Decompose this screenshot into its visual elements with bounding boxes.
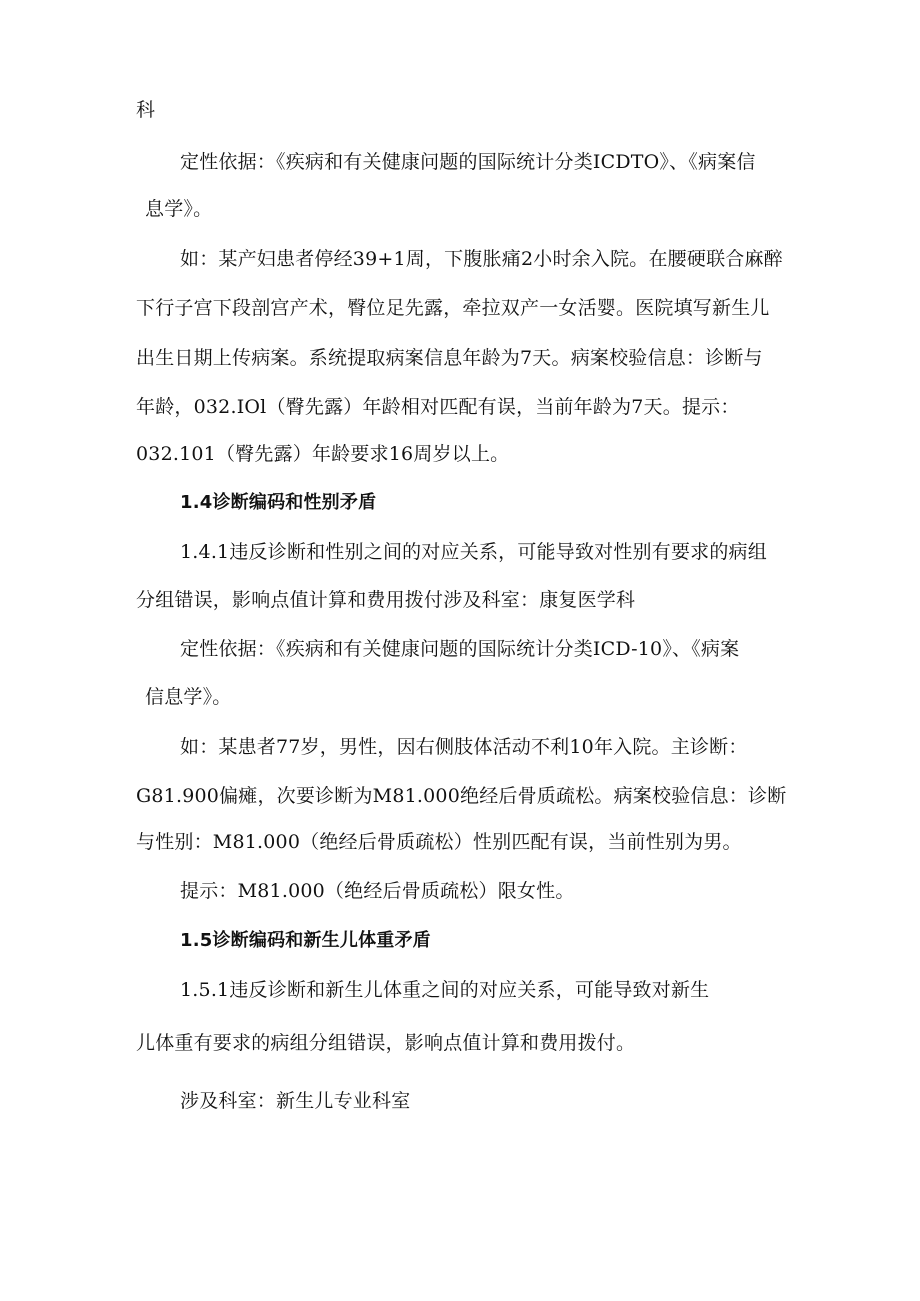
text-line: 定性依据：《疾病和有关健康问题的国际统计分类ICDTO》、《病案信 — [180, 151, 756, 173]
text-line: 息学》。 — [145, 198, 213, 220]
text-line: 涉及科室：新生儿专业科室 — [180, 1090, 411, 1112]
text-line: 1.4.1违反诊断和性别之间的对应关系，可能导致对性别有要求的病组 — [180, 541, 767, 563]
text-line: 定性依据：《疾病和有关健康问题的国际统计分类ICD-10》、《病案 — [180, 638, 740, 660]
text-line: 下行子宫下段剖宫产术，臀位足先露，牵拉双产一女活婴。医院填写新生儿 — [136, 297, 770, 319]
text-line: 1.5.1违反诊断和新生儿体重之间的对应关系，可能导致对新生 — [180, 979, 710, 1001]
text-line: 儿体重有要求的病组分组错误，影响点值计算和费用拨付。 — [136, 1032, 636, 1054]
text-line: 032.101（臀先露）年龄要求16周岁以上。 — [136, 443, 510, 465]
section-heading: 1.5诊断编码和新生儿体重矛盾 — [180, 930, 431, 951]
text-line: 年龄，032.IOl（臀先露）年龄相对匹配有误，当前年龄为7天。提示： — [136, 396, 740, 418]
text-line: 如：某患者77岁，男性，因右侧肢体活动不利10年入院。主诊断： — [180, 736, 748, 758]
text-line: 科 — [136, 99, 156, 121]
text-line: 提示：M81.000（绝经后骨质疏松）限女性。 — [180, 880, 575, 902]
section-heading: 1.4诊断编码和性别矛盾 — [180, 492, 377, 513]
text-line: 出生日期上传病案。系统提取病案信息年龄为7天。病案校验信息：诊断与 — [136, 347, 763, 369]
text-line: 与性别：M81.000（绝经后骨质疏松）性别匹配有误，当前性别为男。 — [136, 831, 742, 853]
text-line: 信息学》。 — [145, 686, 232, 708]
text-line: 分组错误，影响点值计算和费用拨付涉及科室：康复医学科 — [136, 589, 636, 611]
text-line: G81.900偏瘫，次要诊断为M81.000绝经后骨质疏松。病案校验信息：诊断 — [136, 785, 787, 807]
text-line: 如：某产妇患者停经39+1周，下腹胀痛2小时余入院。在腰硬联合麻醉 — [180, 248, 783, 270]
